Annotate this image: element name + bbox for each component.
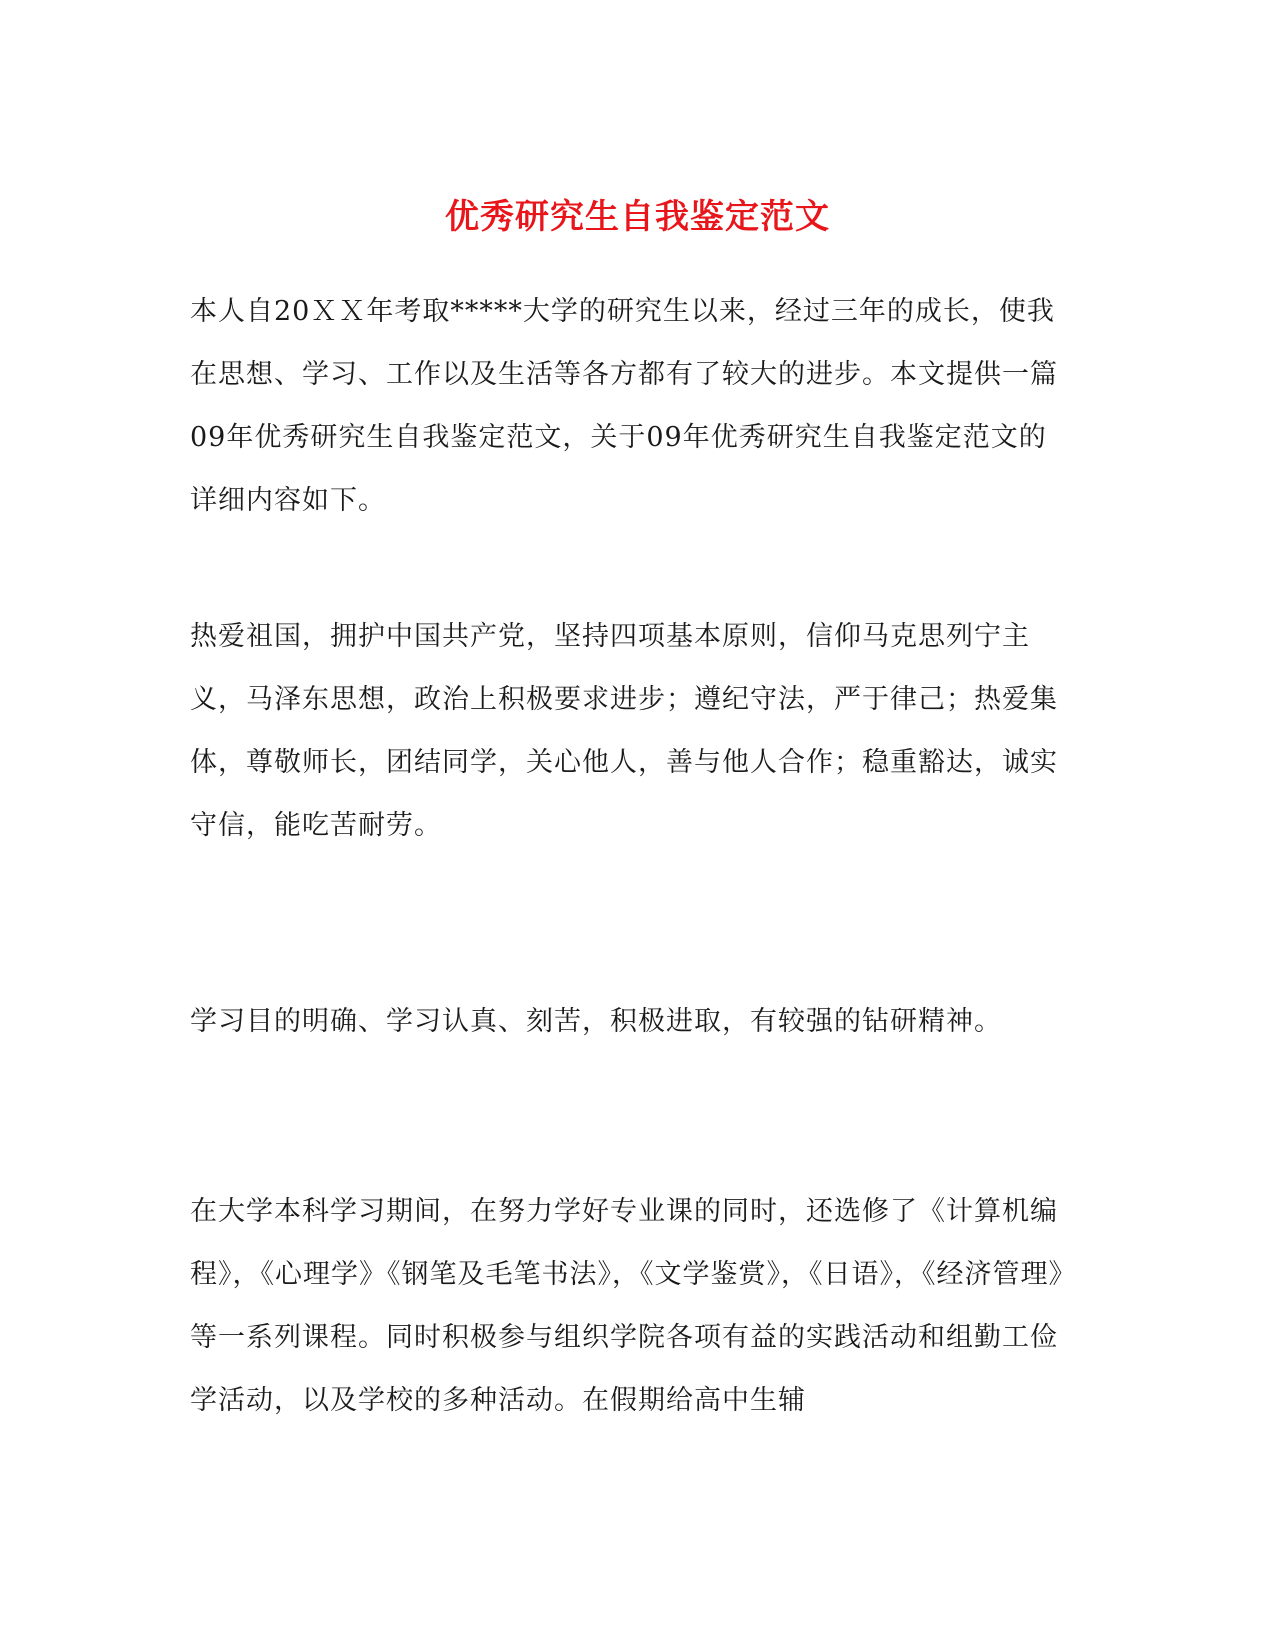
- paragraph-ideology: 热爱祖国，拥护中国共产党，坚持四项基本原则，信仰马克思列宁主义，马泽东思想，政治上积极要求进步；遵纪守法，严于律己；热爱集体，尊敬师长，团结同学，关心他人，善与他人合作；稳重豁达，诚实守信，能吃苦耐劳。: [190, 621, 1058, 841]
- paragraph-study-attitude: 学习目的明确、学习认真、刻苦，积极进取，有较强的钻研精神。: [190, 1006, 1002, 1037]
- paragraph-coursework: 在大学本科学习期间，在努力学好专业课的同时，还选修了《计算机编程》，《心理学》《钢笔及毛笔书法》，《文学鉴赏》，《日语》，《经济管理》等一系列课程。同时积极参与组织学院各项有益的实践活动和组勤工俭学活动，以及学校的多种活动。在假期给高中生辅: [190, 1196, 1063, 1416]
- document-title: 优秀研究生自我鉴定范文: [445, 196, 830, 237]
- paragraph-intro: 本人自20ＸＸ年考取*****大学的研究生以来，经过三年的成长，使我在思想、学习、工作以及生活等各方都有了较大的进步。本文提供一篇09年优秀研究生自我鉴定范文，关于09年优秀研究生自我鉴定范文的详细内容如下。: [190, 296, 1058, 516]
